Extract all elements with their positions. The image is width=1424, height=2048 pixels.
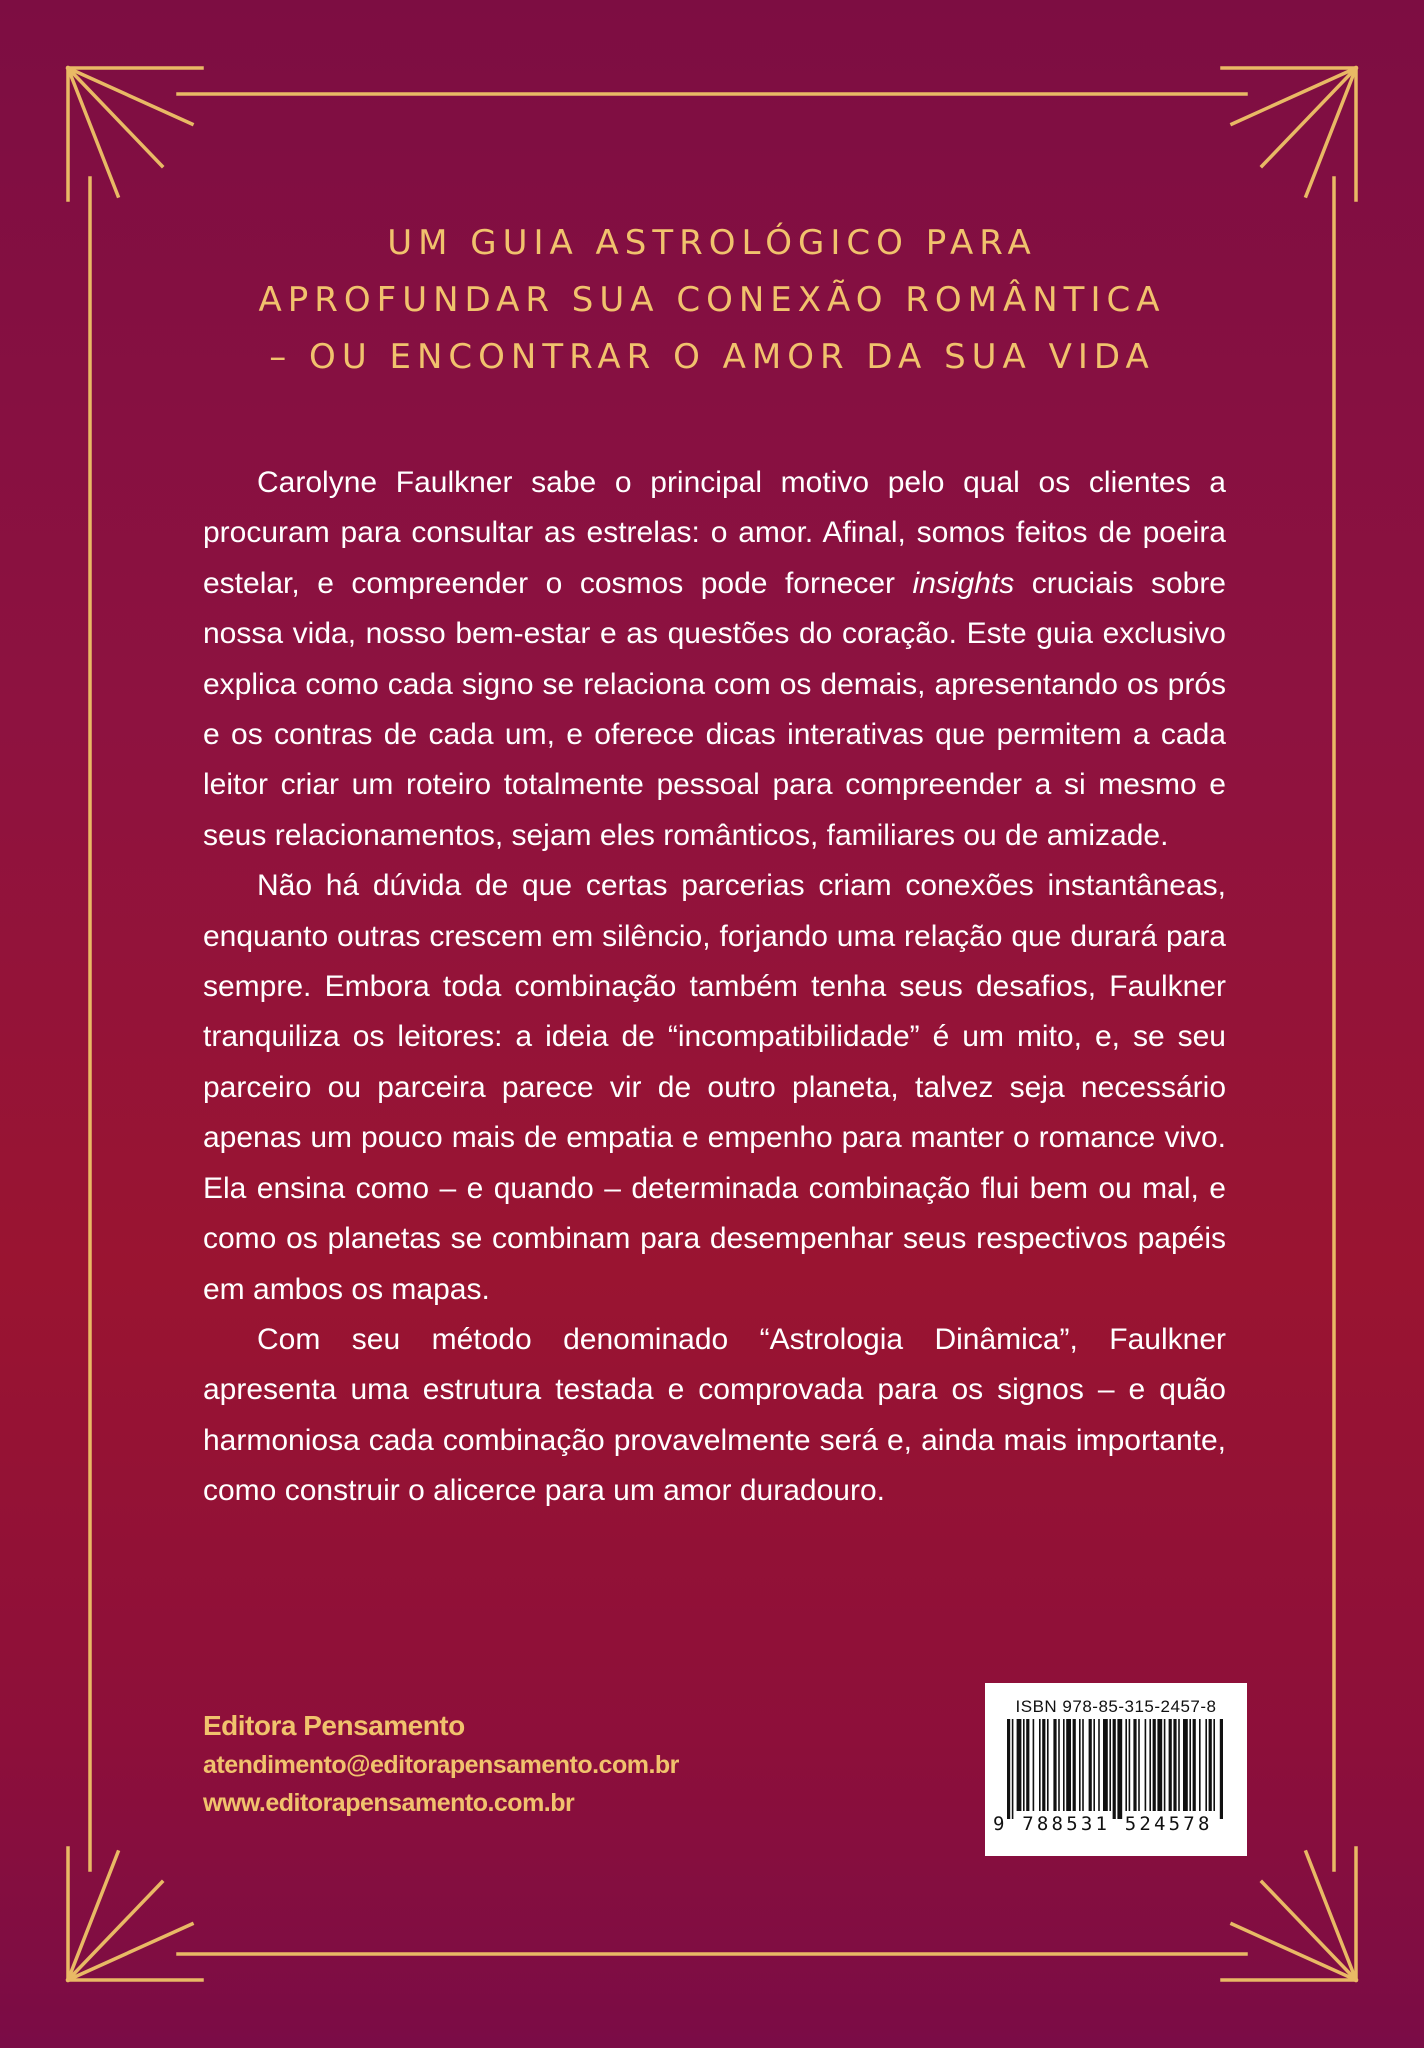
barcode-bar	[1157, 1719, 1162, 1811]
barcode-bar	[1220, 1719, 1223, 1819]
tagline-line-1: UM GUIA ASTROLÓGICO PARA	[387, 223, 1037, 263]
paragraph-2	[203, 861, 1226, 1315]
barcode-bar	[1209, 1719, 1212, 1811]
barcode-bar	[1098, 1719, 1100, 1811]
barcode-bar	[1149, 1719, 1151, 1811]
publisher-email: atendimento@editorapensamento.com.br	[203, 1751, 679, 1779]
barcode-bar	[1117, 1719, 1122, 1819]
barcode-bar	[1026, 1719, 1029, 1811]
paragraph-1-text: Carolyne Faulkner sabe o principal motivo pelo qual os clientes a procuram para consultar as estrelas: o amor. Afinal, somos feitos de poeira estelar, e compreender o cosmos pode fornecer	[203, 466, 1226, 600]
paragraph-2-text: Não há dúvida de que certas parcerias criam conexões instantâneas, enquanto outras crescem em silêncio, forjando uma relação que durará para sempre. Embora toda combinação também tenha seus desafios, Faulkner tranquiliza os leitores: a ideia de “incompatibilidade” é um mito, e, se seu parceiro ou parceira parece vir de outro planeta, talvez seja necessário apenas um pouco mais de empatia e empenho para manter o romance vivo. Ela ensina como – e quando – determinada combinação flui bem ou mal, e como os planetas se combinam para desempenhar seus respectivos papéis em ambos os mapas.	[203, 869, 1226, 1306]
barcode-bar	[1103, 1719, 1108, 1811]
barcode-bar	[1133, 1719, 1136, 1811]
barcode-bar	[1183, 1719, 1188, 1811]
barcode-bar	[1138, 1719, 1140, 1811]
barcode-bar	[1033, 1719, 1035, 1811]
publisher-info	[203, 1706, 679, 1822]
paragraph-3	[203, 1315, 1226, 1517]
barcode-bar	[1145, 1719, 1147, 1811]
paragraph-1	[203, 458, 1226, 861]
paragraph-1-text-end: cruciais sobre nossa vida, nosso bem-estar e as questões do coração. Este guia exclusivo explica como cada signo se relaciona com os demais, apresentando os prós e os contras de cada um, e oferece dicas interativas que permitem a cada leitor criar um roteiro totalmente pessoal para compreender a si mesmo e seus relacionamentos, sejam eles românticos, familiares ou de amizade.	[203, 566, 1226, 852]
barcode-bar	[1093, 1719, 1095, 1811]
synopsis	[203, 458, 1226, 1517]
barcode-bar	[1063, 1719, 1065, 1811]
barcode-bar	[1173, 1719, 1176, 1811]
barcode-bar	[1066, 1719, 1071, 1811]
publisher-name: Editora Pensamento	[203, 1710, 465, 1741]
barcode-bar	[1089, 1719, 1092, 1811]
emphasis-insights: insights	[912, 566, 1015, 600]
barcode-bar	[1109, 1719, 1111, 1811]
isbn-label: ISBN 978-85-315-2457-8	[1015, 1697, 1217, 1716]
barcode-bar	[1007, 1719, 1010, 1819]
paragraph-3-text: Com seu método denominado “Astrologia Dinâmica”, Faulkner apresenta uma estrutura testada e comprovada para os signos – e quão harmoniosa cada combinação provavelmente será e, ainda mais importante, como construir o alicerce para um amor duradouro.	[203, 1322, 1226, 1508]
barcode-bar	[1199, 1719, 1201, 1811]
barcode-bars	[1007, 1719, 1227, 1819]
tagline-line-3: – OU ENCONTRAR O AMOR DA SUA VIDA	[269, 337, 1155, 377]
barcode-bar	[1042, 1719, 1045, 1811]
publisher-website: www.editorapensamento.com.br	[203, 1789, 575, 1817]
barcode-bar	[1113, 1719, 1116, 1819]
barcode-bar	[1082, 1719, 1084, 1811]
barcode-bar	[1039, 1719, 1041, 1811]
tagline	[140, 215, 1284, 386]
barcode	[985, 1683, 1247, 1856]
barcode-bar	[1153, 1719, 1156, 1811]
barcode-bar	[1178, 1719, 1180, 1811]
barcode-bar	[1017, 1719, 1022, 1811]
barcode-bar	[1129, 1719, 1131, 1811]
barcode-bar	[1213, 1719, 1215, 1811]
barcode-bar	[1193, 1719, 1196, 1811]
barcode-bar	[1079, 1719, 1081, 1811]
barcode-bar	[1205, 1719, 1207, 1811]
barcode-bar	[1073, 1719, 1076, 1811]
barcode-bar	[1169, 1719, 1172, 1811]
tagline-line-2: APROFUNDAR SUA CONEXÃO ROMÂNTICA	[258, 280, 1166, 320]
barcode-bar	[1164, 1719, 1166, 1811]
barcode-bar	[1058, 1719, 1060, 1811]
barcode-bar	[1023, 1719, 1025, 1811]
barcode-digits: 9 788531 524578	[993, 1813, 1213, 1835]
barcode-bar	[1047, 1719, 1049, 1811]
barcode-bar	[1125, 1719, 1127, 1811]
barcode-bar	[1189, 1719, 1191, 1811]
barcode-bar	[1012, 1719, 1014, 1819]
barcode-bar	[1053, 1719, 1056, 1811]
